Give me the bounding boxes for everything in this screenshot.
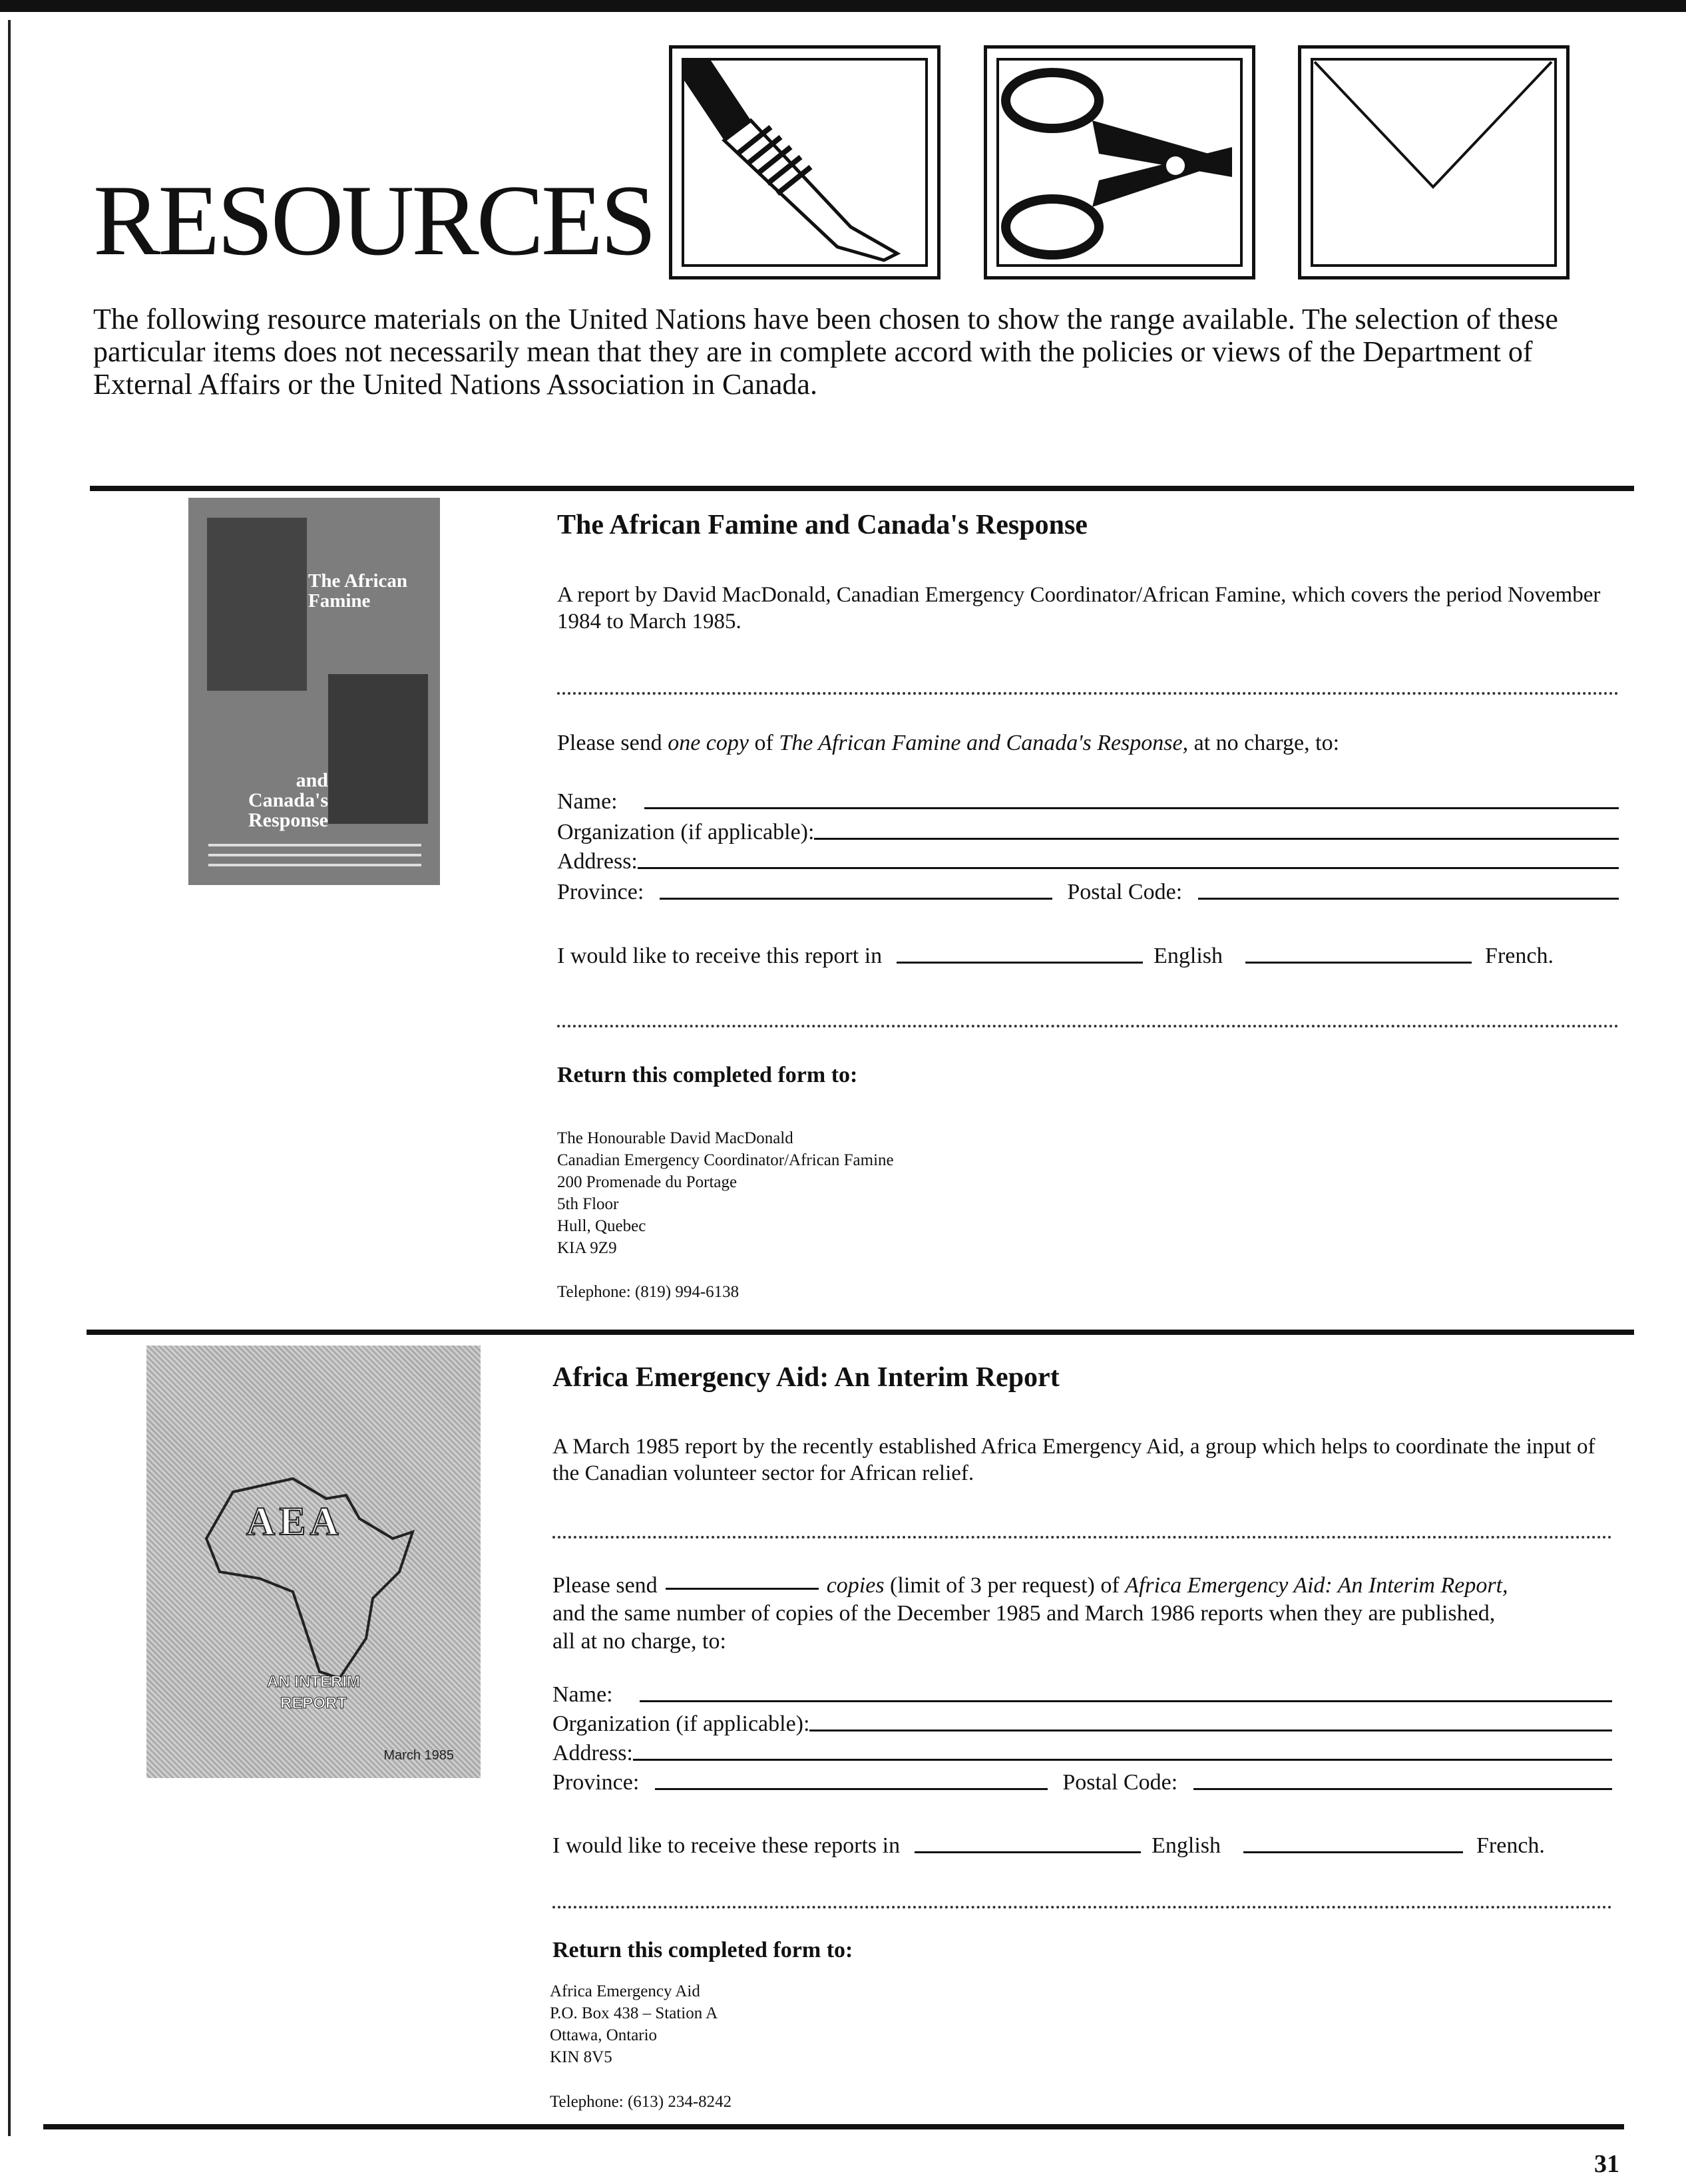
- address-line: Hull, Quebec: [557, 1217, 646, 1235]
- address-line: 200 Promenade du Portage: [557, 1173, 738, 1191]
- send-text-suffix: at no charge, to:: [1188, 731, 1340, 755]
- cover-title-1: [308, 571, 435, 611]
- item1-telephone: Telephone: (819) 994-6138: [557, 1283, 739, 1301]
- cover-photo-bottom: [328, 674, 428, 824]
- left-margin-line: [8, 20, 11, 2136]
- footer-rule: [43, 2124, 1624, 2129]
- dotted-separator: [552, 1536, 1612, 1539]
- send-line-3: all at no charge, to:: [552, 1629, 726, 1654]
- cover-fineprint-2: [208, 854, 421, 856]
- postal-code-field[interactable]: [1193, 1788, 1612, 1790]
- language-prompt: I would like to receive this report in: [557, 944, 883, 968]
- postal-code-field[interactable]: [1198, 898, 1619, 900]
- address-line: 5th Floor: [557, 1195, 619, 1213]
- envelope-icon: [1298, 45, 1570, 279]
- postal-code-label: Postal Code:: [1067, 880, 1183, 904]
- address-field[interactable]: [633, 1759, 1612, 1761]
- scissors-icon: [984, 45, 1255, 279]
- name-field-row: [552, 1682, 1612, 1708]
- cover-fineprint: [208, 844, 421, 846]
- french-field[interactable]: [1243, 1851, 1463, 1853]
- address-line: KIN 8V5: [550, 2048, 612, 2066]
- cover-title-line-c: and: [296, 769, 328, 791]
- language-row: [552, 1833, 1612, 1859]
- item2-telephone: Telephone: (613) 234-8242: [550, 2093, 732, 2111]
- address-line: Ottawa, Ontario: [550, 2026, 658, 2044]
- english-field[interactable]: [897, 962, 1143, 964]
- copies-field[interactable]: [666, 1588, 819, 1590]
- cover-subtitle: [146, 1672, 481, 1714]
- section-rule-1: [90, 486, 1634, 491]
- name-label: Name:: [552, 1682, 613, 1707]
- send-title-italic: Africa Emergency Aid: An Interim Report,: [1125, 1573, 1508, 1598]
- organization-field-row: [557, 820, 1619, 845]
- organization-field[interactable]: [814, 838, 1619, 840]
- cover-title-2: [202, 771, 328, 830]
- organization-field-row: [552, 1712, 1612, 1737]
- address-line: Canadian Emergency Coordinator/African Famine: [557, 1151, 894, 1169]
- name-field-row: [557, 789, 1619, 815]
- send-emphasis: one copy: [668, 731, 749, 755]
- organization-label: Organization (if applicable):: [557, 820, 815, 844]
- item1-return-heading: Return this completed form to:: [557, 1063, 858, 1087]
- send-text: Please send: [557, 731, 668, 755]
- cover-photo-top: [207, 518, 307, 691]
- address-line: Africa Emergency Aid: [550, 1982, 700, 2000]
- intro-paragraph: The following resource materials on the United Nations have been chosen to show the range available. The selection of these particular items does not necessarily mean that they are in complete accord with the policies or views of the Department of External Affairs or the United Nations Association in Canada.: [93, 303, 1558, 401]
- address-line: P.O. Box 438 – Station A: [550, 2004, 718, 2022]
- address-field[interactable]: [638, 867, 1619, 869]
- send-text: Please send: [552, 1573, 658, 1598]
- send-line-2: and the same number of copies of the December 1985 and March 1986 reports when they are published,: [552, 1601, 1496, 1626]
- cover-title-line-a: The African: [308, 570, 408, 592]
- province-field[interactable]: [655, 1788, 1048, 1790]
- english-field[interactable]: [915, 1851, 1141, 1853]
- cover-image-africa-emergency-aid: [146, 1346, 481, 1778]
- organization-label: Organization (if applicable):: [552, 1712, 810, 1736]
- section-rule-2: [87, 1330, 1634, 1335]
- english-label: English: [1152, 1833, 1221, 1858]
- name-field[interactable]: [640, 1700, 1612, 1702]
- item2-return-heading: Return this completed form to:: [552, 1938, 853, 1962]
- dotted-separator: [552, 1906, 1612, 1909]
- send-text-mid: of: [748, 731, 779, 755]
- dotted-separator: [557, 1025, 1619, 1027]
- name-label: Name:: [557, 789, 618, 814]
- name-field[interactable]: [644, 807, 1619, 809]
- language-row: [557, 944, 1619, 969]
- cover-logo-text: AEA: [246, 1499, 343, 1543]
- item1-description: A report by David MacDonald, Canadian Emergency Coordinator/African Famine, which covers the period November 1984 to March 1985.: [557, 583, 1601, 634]
- cover-date: March 1985: [383, 1748, 454, 1763]
- address-line: The Honourable David MacDonald: [557, 1129, 793, 1147]
- province-field-row: [552, 1770, 1612, 1795]
- item2-send-block: [552, 1572, 1617, 1656]
- cover-image-african-famine: [188, 498, 440, 885]
- send-emphasis: copies: [826, 1573, 885, 1598]
- french-label: French.: [1485, 944, 1554, 968]
- province-field[interactable]: [660, 898, 1052, 900]
- send-title-italic: The African Famine and Canada's Response,: [779, 731, 1189, 755]
- postal-code-label: Postal Code:: [1062, 1770, 1178, 1795]
- item2-return-address: [550, 1980, 718, 2068]
- send-line-1: [552, 1572, 1617, 1600]
- address-field-row: [557, 849, 1619, 874]
- organization-field[interactable]: [809, 1729, 1612, 1731]
- province-label: Province:: [557, 880, 644, 904]
- address-line: KIA 9Z9: [557, 1239, 617, 1257]
- province-field-row: [557, 880, 1619, 905]
- pen-nib-icon: [669, 45, 941, 279]
- cover-title-line-d: Canada's: [248, 789, 328, 811]
- cover-fineprint-3: [208, 864, 421, 866]
- send-text-mid: (limit of 3 per request) of: [884, 1573, 1126, 1598]
- cover-title-line-b: Famine: [308, 590, 371, 612]
- page-title: RESOURCES: [93, 164, 654, 276]
- address-field-row: [552, 1741, 1612, 1766]
- english-label: English: [1154, 944, 1223, 968]
- language-prompt: I would like to receive these reports in: [552, 1833, 901, 1858]
- french-field[interactable]: [1245, 962, 1472, 964]
- cover-subtitle-line-a: AN INTERIM: [267, 1673, 360, 1691]
- french-label: French.: [1476, 1833, 1545, 1858]
- address-label: Address:: [552, 1741, 633, 1765]
- item2-description: A March 1985 report by the recently established Africa Emergency Aid, a group which helps to coordinate the input of the Canadian volunteer sector for African relief.: [552, 1435, 1595, 1485]
- item1-heading: The African Famine and Canada's Response: [557, 510, 1088, 540]
- province-label: Province:: [552, 1770, 640, 1795]
- item2-heading: Africa Emergency Aid: An Interim Report: [552, 1362, 1060, 1393]
- address-label: Address:: [557, 849, 638, 874]
- dotted-separator: [557, 692, 1619, 695]
- cover-title-line-e: Response: [248, 809, 328, 831]
- cover-subtitle-line-b: REPORT: [280, 1694, 347, 1712]
- page-number: 31: [1594, 2150, 1619, 2178]
- top-border: [0, 0, 1686, 12]
- item1-send-line: [557, 731, 1339, 756]
- item1-return-address: [557, 1127, 894, 1259]
